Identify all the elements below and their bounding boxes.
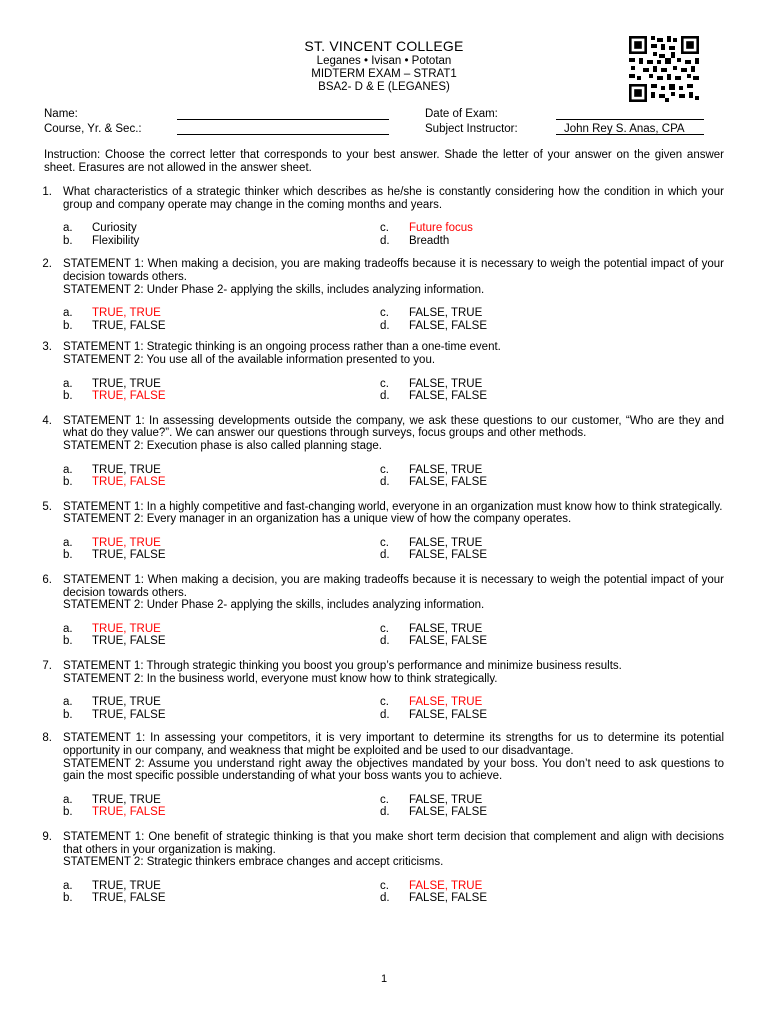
answer-choice-correct bbox=[63, 806, 380, 819]
info-row-course bbox=[44, 122, 724, 137]
choice-text: FALSE, TRUE bbox=[409, 377, 483, 390]
choice-letter: a. bbox=[63, 622, 73, 635]
answer-choice bbox=[380, 635, 620, 648]
answer-choice bbox=[63, 709, 380, 722]
answer-choice bbox=[380, 307, 620, 320]
question-stem bbox=[26, 415, 724, 453]
answer-choice bbox=[380, 378, 620, 391]
choice-letter: a. bbox=[63, 879, 73, 892]
choice-letter: d. bbox=[380, 549, 390, 562]
choice-text: FALSE, TRUE bbox=[409, 622, 483, 635]
answer-choice-correct bbox=[63, 390, 380, 403]
question-stem bbox=[26, 341, 724, 366]
choice-text: FALSE, FALSE bbox=[409, 806, 487, 819]
answer-choice bbox=[380, 390, 620, 403]
question-stem bbox=[26, 660, 724, 685]
answer-choice bbox=[380, 623, 620, 636]
choice-letter: b. bbox=[63, 319, 73, 332]
answer-choices bbox=[26, 537, 724, 562]
choice-letter: b. bbox=[63, 234, 73, 247]
question-text-line: STATEMENT 1: Strategic thinking is an ongoing process rather than a one-time event. bbox=[63, 341, 501, 354]
question-text-line: STATEMENT 2: Under Phase 2- applying the skills, includes analyzing information. bbox=[63, 283, 485, 296]
choice-text: TRUE, FALSE bbox=[92, 892, 166, 905]
question-item bbox=[26, 501, 724, 562]
answer-choice bbox=[63, 794, 380, 807]
name-label: Name: bbox=[44, 108, 78, 120]
choice-text: TRUE, FALSE bbox=[92, 806, 166, 819]
choice-letter: c. bbox=[380, 536, 389, 549]
answer-choices bbox=[26, 794, 724, 819]
instruction-text: Instruction: Choose the correct letter that corresponds to your best answer. Shade the letter of your answer on the given answer sheet. Erasures are not allowed in the answer sheet. bbox=[44, 149, 724, 174]
choice-text: Curiosity bbox=[92, 222, 137, 235]
answer-choice bbox=[63, 464, 380, 477]
question-text-line: STATEMENT 2: Under Phase 2- applying the skills, includes analyzing information. bbox=[63, 599, 485, 612]
question-text-line: STATEMENT 1: One benefit of strategic thinking is that you make short term decision that complement and align with decisions that others in your organization is making. bbox=[63, 830, 724, 856]
choice-letter: a. bbox=[63, 536, 73, 549]
question-text-line: What characteristics of a strategic thinker which describes as he/she is constantly considering how the condition in which your group and company operate may change in the coming months and years. bbox=[63, 186, 724, 211]
choice-letter: c. bbox=[380, 793, 389, 806]
choice-text: TRUE, FALSE bbox=[92, 390, 166, 403]
choice-letter: c. bbox=[380, 463, 389, 476]
choice-text: FALSE, FALSE bbox=[409, 635, 487, 648]
question-text-line: STATEMENT 1: When making a decision, you are making tradeoffs because it is necessary to weigh the potential impact of your decision towards others. bbox=[63, 574, 724, 599]
choice-letter: d. bbox=[380, 892, 390, 905]
answer-choice-correct bbox=[63, 537, 380, 550]
answer-choice bbox=[380, 476, 620, 489]
question-item bbox=[26, 341, 724, 402]
question-stem bbox=[26, 732, 724, 782]
choice-text: FALSE, TRUE bbox=[409, 536, 483, 549]
answer-choice bbox=[380, 549, 620, 562]
choice-letter: d. bbox=[380, 635, 390, 648]
choice-text: Future focus bbox=[409, 222, 473, 235]
choice-text: FALSE, TRUE bbox=[409, 463, 483, 476]
question-text-line: STATEMENT 2: In the business world, everyone must know how to think strategically. bbox=[63, 672, 498, 685]
question-item bbox=[26, 574, 724, 648]
answer-choices bbox=[26, 464, 724, 489]
question-number: 3. bbox=[42, 341, 52, 354]
choice-text: FALSE, TRUE bbox=[409, 793, 483, 806]
answer-choice-correct bbox=[380, 880, 620, 893]
choice-text: TRUE, TRUE bbox=[92, 622, 161, 635]
choice-text: FALSE, TRUE bbox=[409, 696, 483, 709]
page-number: 1 bbox=[380, 973, 388, 985]
instructor-name: John Rey S. Anas, CPA bbox=[564, 123, 685, 135]
choice-letter: b. bbox=[63, 892, 73, 905]
question-text-line: STATEMENT 1: In a highly competitive and fast-changing world, everyone in an organization must know how to think strategically. bbox=[63, 500, 723, 513]
question-number: 1. bbox=[42, 186, 52, 198]
choice-letter: d. bbox=[380, 708, 390, 721]
question-text-line: STATEMENT 1: Through strategic thinking you boost you group’s performance and minimize business results. bbox=[63, 660, 622, 673]
choice-text: FALSE, FALSE bbox=[409, 708, 487, 721]
course-label: Course, Yr. & Sec.: bbox=[44, 123, 142, 135]
section-label: BSA2- D & E (LEGANES) bbox=[318, 81, 450, 93]
answer-choice bbox=[63, 378, 380, 391]
question-stem bbox=[26, 574, 724, 612]
choice-letter: d. bbox=[380, 806, 390, 819]
answer-choice-correct bbox=[63, 476, 380, 489]
answer-choices bbox=[26, 623, 724, 648]
college-name: ST. VINCENT COLLEGE bbox=[304, 38, 464, 54]
question-text-line: STATEMENT 1: In assessing developments outside the company, we ask these questions to our customer, “Who are they and what do they value?”. We can answer our questions through surveys, focus groups and other methods. bbox=[63, 414, 724, 440]
choice-text: FALSE, FALSE bbox=[409, 549, 487, 562]
campus-list: Leganes • Ivisan • Pototan bbox=[316, 55, 452, 67]
instructor-label: Subject Instructor: bbox=[425, 123, 518, 135]
choice-text: TRUE, TRUE bbox=[92, 307, 161, 320]
question-stem bbox=[26, 258, 724, 296]
question-text-line: STATEMENT 1: When making a decision, you are making tradeoffs because it is necessary to weigh the potential impact of your decision towards others. bbox=[63, 258, 724, 283]
choice-letter: b. bbox=[63, 708, 73, 721]
choice-text: TRUE, TRUE bbox=[92, 879, 161, 892]
info-row-name bbox=[44, 107, 724, 122]
choice-letter: a. bbox=[63, 307, 73, 320]
question-text-line: STATEMENT 2: Every manager in an organization has a unique view of how the company operates. bbox=[63, 513, 572, 526]
choice-text: FALSE, TRUE bbox=[409, 307, 483, 320]
choice-letter: d. bbox=[380, 234, 390, 247]
choice-text: Breadth bbox=[409, 234, 450, 247]
choice-letter: b. bbox=[63, 549, 73, 562]
question-number: 5. bbox=[42, 500, 52, 513]
answer-choice bbox=[380, 464, 620, 477]
answer-choice bbox=[63, 549, 380, 562]
question-item bbox=[26, 831, 724, 905]
answer-choices bbox=[26, 880, 724, 905]
choice-letter: d. bbox=[380, 319, 390, 332]
choice-letter: d. bbox=[380, 390, 390, 403]
answer-choice bbox=[380, 709, 620, 722]
exam-title: MIDTERM EXAM – STRAT1 bbox=[311, 68, 457, 80]
question-item bbox=[26, 660, 724, 721]
answer-choice bbox=[63, 892, 380, 905]
question-item bbox=[26, 186, 724, 247]
choice-letter: a. bbox=[63, 222, 73, 235]
choice-text: TRUE, FALSE bbox=[92, 708, 166, 721]
choice-text: TRUE, TRUE bbox=[92, 463, 161, 476]
answer-choice bbox=[63, 696, 380, 709]
choice-letter: b. bbox=[63, 390, 73, 403]
choice-text: TRUE, TRUE bbox=[92, 377, 161, 390]
choice-text: TRUE, FALSE bbox=[92, 549, 166, 562]
question-text-line: STATEMENT 2: Assume you understand right away the objectives mandated by your boss. You don’t need to ask questions to gain the most specific possible understanding of what your boss wants you to achieve. bbox=[63, 757, 724, 783]
choice-text: FALSE, FALSE bbox=[409, 476, 487, 489]
choice-letter: a. bbox=[63, 696, 73, 709]
question-text-line: STATEMENT 2: Execution phase is also called planning stage. bbox=[63, 439, 382, 452]
choice-letter: c. bbox=[380, 222, 389, 235]
question-item bbox=[26, 415, 724, 489]
choice-letter: c. bbox=[380, 622, 389, 635]
qr-code-icon bbox=[627, 34, 701, 104]
choice-letter: a. bbox=[63, 377, 73, 390]
question-stem bbox=[26, 186, 724, 211]
choice-letter: a. bbox=[63, 463, 73, 476]
answer-choice bbox=[380, 235, 620, 248]
answer-choice bbox=[380, 537, 620, 550]
answer-choices bbox=[26, 307, 724, 332]
choice-text: TRUE, TRUE bbox=[92, 793, 161, 806]
question-number: 9. bbox=[42, 830, 52, 843]
date-field[interactable] bbox=[556, 119, 704, 120]
choice-letter: b. bbox=[63, 635, 73, 648]
choice-text: FALSE, FALSE bbox=[409, 319, 487, 332]
choice-text: TRUE, FALSE bbox=[92, 476, 166, 489]
answer-choice bbox=[63, 635, 380, 648]
question-text-line: STATEMENT 2: Strategic thinkers embrace changes and accept criticisms. bbox=[63, 856, 444, 869]
answer-choices bbox=[26, 378, 724, 403]
question-stem bbox=[26, 831, 724, 869]
name-field[interactable] bbox=[177, 119, 389, 120]
answer-choice bbox=[380, 794, 620, 807]
choice-text: TRUE, TRUE bbox=[92, 536, 161, 549]
question-number: 6. bbox=[42, 574, 52, 587]
choice-text: Flexibility bbox=[92, 234, 140, 247]
choice-letter: c. bbox=[380, 377, 389, 390]
choice-letter: b. bbox=[63, 476, 73, 489]
question-number: 4. bbox=[42, 414, 52, 427]
course-field[interactable] bbox=[177, 134, 389, 135]
choice-text: FALSE, FALSE bbox=[409, 892, 487, 905]
question-number: 2. bbox=[42, 258, 52, 271]
date-label: Date of Exam: bbox=[425, 108, 498, 120]
answer-choice-correct bbox=[380, 696, 620, 709]
answer-choice bbox=[380, 806, 620, 819]
choice-text: TRUE, TRUE bbox=[92, 696, 161, 709]
answer-choice-correct bbox=[63, 623, 380, 636]
student-info-block bbox=[44, 107, 724, 137]
answer-choice bbox=[380, 320, 620, 333]
choice-letter: c. bbox=[380, 879, 389, 892]
answer-choice-correct bbox=[63, 307, 380, 320]
answer-choice bbox=[63, 222, 380, 235]
answer-choices bbox=[26, 696, 724, 721]
choice-text: TRUE, FALSE bbox=[92, 635, 166, 648]
question-list bbox=[26, 186, 724, 905]
question-stem bbox=[26, 501, 724, 526]
choice-letter: d. bbox=[380, 476, 390, 489]
choice-letter: c. bbox=[380, 696, 389, 709]
question-text-line: STATEMENT 1: In assessing your competitors, it is very important to determine its strengths for us to determine its potential opportunity in our company, and weakness that might be exploited and be used to our disadvantage. bbox=[63, 732, 724, 757]
question-number: 7. bbox=[42, 660, 52, 673]
choice-letter: b. bbox=[63, 806, 73, 819]
answer-choice-correct bbox=[380, 222, 620, 235]
choice-letter: a. bbox=[63, 793, 73, 806]
answer-choice bbox=[63, 880, 380, 893]
question-text-line: STATEMENT 2: You use all of the available information presented to you. bbox=[63, 353, 436, 366]
answer-choice bbox=[63, 320, 380, 333]
answer-choices bbox=[26, 222, 724, 247]
question-item bbox=[26, 732, 724, 819]
choice-letter: c. bbox=[380, 307, 389, 320]
choice-text: FALSE, TRUE bbox=[409, 879, 483, 892]
answer-choice bbox=[380, 892, 620, 905]
question-number: 8. bbox=[42, 732, 52, 745]
answer-choice bbox=[63, 235, 380, 248]
choice-text: FALSE, FALSE bbox=[409, 390, 487, 403]
question-item bbox=[26, 258, 724, 332]
choice-text: TRUE, FALSE bbox=[92, 319, 166, 332]
